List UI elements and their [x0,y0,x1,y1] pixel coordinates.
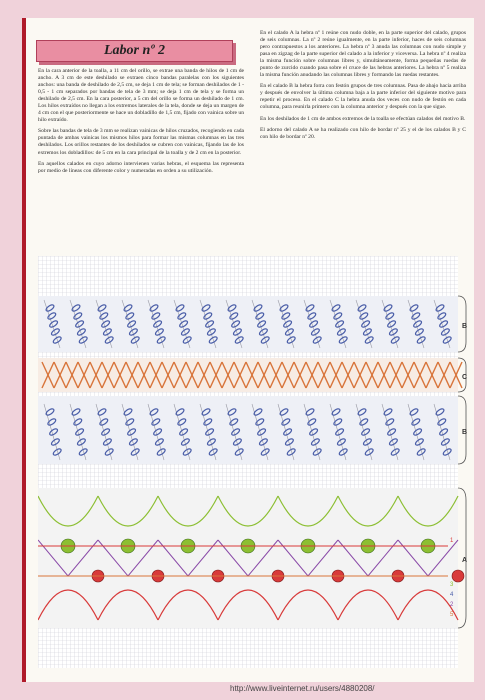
label-b-bottom: B [462,429,468,436]
left-paragraph-3: En aquellos calados en cuyo adorno intervienen varias hebras, el esquema las representa por medio de líneas con diferente color y numeradas en orden a su utilización. [38,160,244,174]
band-c [38,358,462,392]
right-column [260,30,466,145]
thread-label-5: 5 [450,612,454,618]
right-paragraph-4: El adorno del calado A se ha realizado con hilo de bordar nº 25 y el de los calados B y C con hilo de bordar nº 20. [260,126,466,140]
left-column [38,68,244,179]
label-c: C [462,374,468,381]
left-paragraph-1: En la cara anterior de la toalla, a 11 cm del orillo, se extrae una banda de hilos de 1 cm de ancho. A 3 cm de este deshilado se extraen cinco bandas paralelas con los siguientes anchos: una banda de deshilado de 2,5 cm, se deja 1 cm de tela; se forman deshilados de 1 - 0,5 - 1 cm separados por bandas de tela de 3 mm; se deja 1 cm de tela y se forma un deshilado de 2,5 cm. En la cara posterior, a 5 cm del orillo se forma un deshilado de 1 cm. Los hilos extraídos no llegan a los extremos laterales de la tela, donde se deja un margen de 4 cm con el que posteriormente se hace un dobladillo de 1,5 cm, fijado con vainica sobre un hilo extraído. [38,68,244,124]
right-paragraph-2: En el calado B la hebra forra con festón grupos de tres columnas. Pasa de abajo hacia arriba y después de envolver la última columna baja a la parte inferior del siguiente motivo para repetir el proceso. En el calado C la hebra anuda dos veces con nudo de festón en cada columna, para reunirla primero con la columna anterior y después con la que sigue. [260,83,466,111]
left-paragraph-2: Sobre las bandas de tela de 3 mm se realizan vainicas de hilos cruzados, recogiendo en cada puntada de ambas vainicas los mismos hilos para formar las mismas columnas en las tres deshilados. Los orillos restantes de los deshilados se cubren con vainicas, fijando las de los extremos los dobladillos: de 5 cm en la cara principal de la toalla y de 2 cm en la posterior. [38,128,244,156]
band-a [38,488,464,628]
page [22,18,474,682]
woven-wheel [452,570,464,582]
right-paragraph-1: En el calado A la hebra nº 1 reúne con nudo doble, en la parte superior del calado, grupos de seis columnas. La nº 2 reúne igualmente, en la parte inferior, haces de seis columnas pero contrapuestos a los anteriores. La hebra nº 3 anuda las columnas con nudo simple y pasa en zigzag de la parte superior del calado a la inferior y viceversa. La hebra nº 4 realiza la misma función sobre columnas libres y, simultáneamente, forma pequeñas ruedas de punto de zurcido cuando pasa sobre el cruce de las hebras anteriores. La hebra nº 5 realiza la misma función anudando las columnas libres y formando las ruedas restantes. [260,30,466,79]
label-a: A [462,557,468,564]
thread-label-1: 1 [450,538,454,544]
label-b-top: B [462,323,468,330]
thread-label-4: 4 [450,592,454,598]
footer-url: http://www.liveinternet.ru/users/4880208/ [230,684,375,693]
band-b-bottom [38,396,458,464]
page-title: Labor nº 2 [36,40,233,62]
thread-label-2: 2 [450,602,454,608]
embroidery-diagram [38,256,470,668]
thread-label-3: 3 [450,582,454,588]
right-paragraph-3: En los deshilados de 1 cm de ambos extremos de la toalla se efectúan calados del motivo B. [260,115,466,122]
band-b-top [38,296,458,352]
